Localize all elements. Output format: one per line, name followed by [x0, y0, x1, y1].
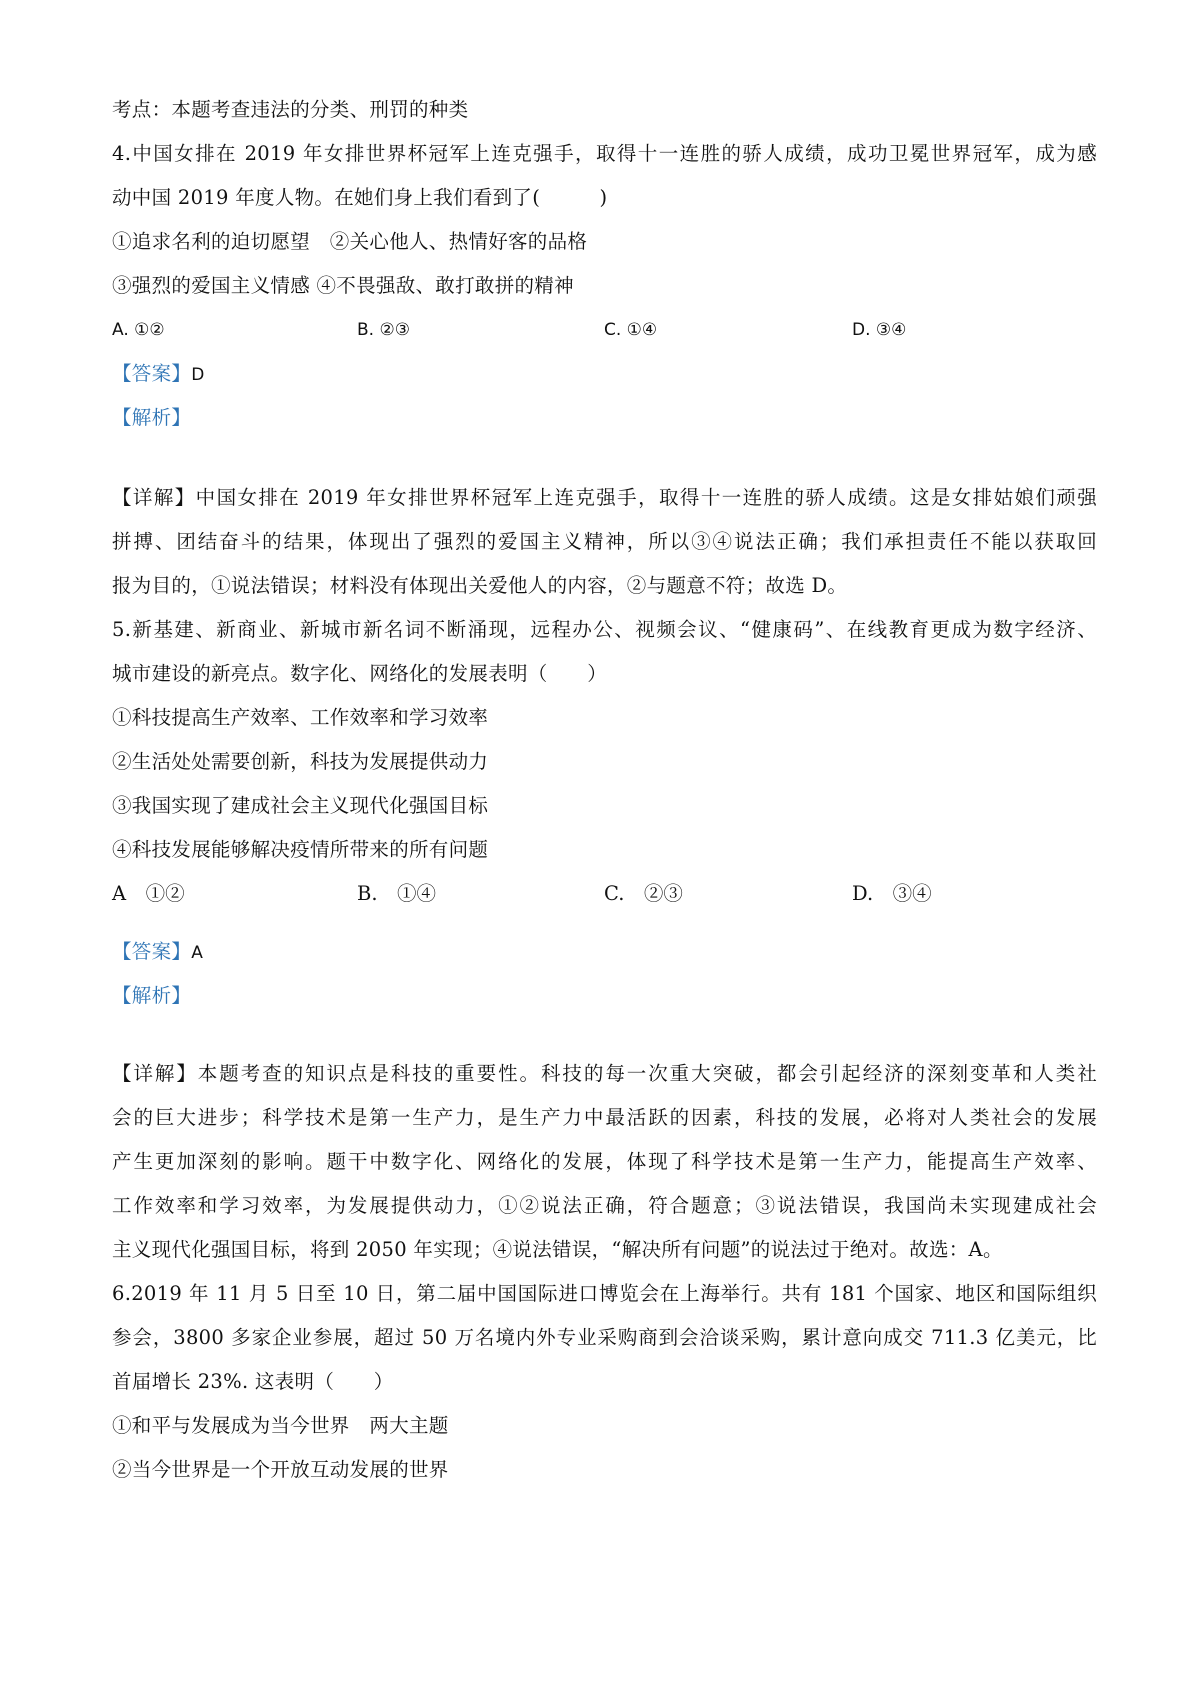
q5-answer-line — [112, 938, 1097, 967]
q4-analysis-tag: 【解析】 — [112, 406, 192, 429]
q5-item-1: ①科技提高生产效率、工作效率和学习效率 — [112, 706, 489, 729]
q4-items-1-2: ①追求名利的迫切愿望 ②关心他人、热情好客的品格 — [112, 230, 588, 253]
q4-answer-tag: 【答案】 — [112, 362, 192, 385]
q6-stem-line-1: 6.2019 年 11 月 5 日至 10 日，第二届中国国际进口博览会在上海举行。共有 181 个国家、地区和国际组织 — [112, 1282, 1097, 1305]
q5-detail-line-1 — [112, 1060, 1097, 1088]
q6-item-1: ①和平与发展成为当今世界 两大主题 — [112, 1414, 449, 1437]
q5-answer-tag: 【答案】 — [112, 940, 192, 963]
q5-stem-line-1: 5.新基建、新商业、新城市新名词不断涌现，远程办公、视频会议、“健康码”、在线教育更成为数字经济、 — [112, 618, 1097, 641]
q5-option-a: A ①② — [112, 882, 185, 905]
q5-item-3: ③我国实现了建成社会主义现代化强国目标 — [112, 794, 489, 817]
q5-detail-line-5: 主义现代化强国目标，将到 2050 年实现；④说法错误，“解决所有问题”的说法过于绝对。故选：A。 — [112, 1238, 1003, 1261]
q6-item-2: ②当今世界是一个开放互动发展的世界 — [112, 1458, 449, 1481]
q4-answer-line — [112, 360, 1097, 389]
q4-detail-line-3: 报为目的，①说法错误；材料没有体现出关爱他人的内容，②与题意不符；故选 D。 — [112, 574, 848, 597]
q5-analysis-line — [112, 982, 1097, 1010]
q5-answer-value: A — [191, 943, 204, 963]
q5-item-4: ④科技发展能够解决疫情所带来的所有问题 — [112, 838, 489, 861]
q4-answer-value: D — [191, 365, 205, 385]
q5-option-b: B. ①④ — [357, 882, 437, 905]
q5-detail-line-2: 会的巨大进步；科学技术是第一生产力，是生产力中最活跃的因素，科技的发展，必将对人类社会的发展 — [112, 1106, 1097, 1129]
q5-item-2: ②生活处处需要创新，科技为发展提供动力 — [112, 750, 489, 773]
q6-stem-line-3: 首届增长 23%. 这表明（ ） — [112, 1370, 394, 1393]
q5-detail-line-3: 产生更加深刻的影响。题干中数字化、网络化的发展，体现了科学技术是第一生产力，能提高生产效率、 — [112, 1150, 1097, 1173]
q4-items-3-4: ③强烈的爱国主义情感 ④不畏强敌、敢打敢拼的精神 — [112, 274, 574, 297]
q5-detail-tag: 【详解】 — [112, 1062, 198, 1085]
q5-analysis-tag: 【解析】 — [112, 984, 192, 1007]
q4-stem-line-2: 动中国 2019 年度人物。在她们身上我们看到了( ) — [112, 186, 608, 209]
q4-detail-line-1 — [112, 484, 1097, 512]
q4-option-d: D. ③④ — [852, 320, 907, 340]
q5-detail-line-4: 工作效率和学习效率，为发展提供动力，①②说法正确，符合题意；③说法错误，我国尚未实现建成社会 — [112, 1194, 1097, 1217]
q5-option-c: C. ②③ — [604, 882, 683, 905]
q4-stem-line-1: 4.中国女排在 2019 年女排世界杯冠军上连克强手，取得十一连胜的骄人成绩，成功卫冕世界冠军，成为感 — [112, 142, 1097, 165]
q4-detail-tag: 【详解】 — [112, 486, 196, 509]
q6-stem-line-2: 参会，3800 多家企业参展，超过 50 万名境内外专业采购商到会洽谈采购，累计意向成交 711.3 亿美元，比 — [112, 1326, 1097, 1349]
q4-option-c: C. ①④ — [604, 320, 658, 340]
q5-stem-line-2: 城市建设的新亮点。数字化、网络化的发展表明（ ） — [112, 662, 608, 685]
q4-analysis-line — [112, 404, 1097, 432]
q4-detail-line-2: 拼搏、团结奋斗的结果，体现出了强烈的爱国主义精神，所以③④说法正确；我们承担责任不能以获取回 — [112, 530, 1097, 553]
q5-option-d: D. ③④ — [852, 882, 932, 905]
q4-detail-text-1: 中国女排在 2019 年女排世界杯冠军上连克强手，取得十一连胜的骄人成绩。这是女排姑娘们顽强 — [195, 486, 1098, 509]
q4-option-a: A. ①② — [112, 320, 165, 340]
q5-detail-text-1: 本题考查的知识点是科技的重要性。科技的每一次重大突破，都会引起经济的深刻变革和人类社 — [197, 1062, 1097, 1085]
kaodian-line: 考点：本题考查违法的分类、刑罚的种类 — [112, 98, 469, 121]
q4-option-b: B. ②③ — [357, 320, 410, 340]
